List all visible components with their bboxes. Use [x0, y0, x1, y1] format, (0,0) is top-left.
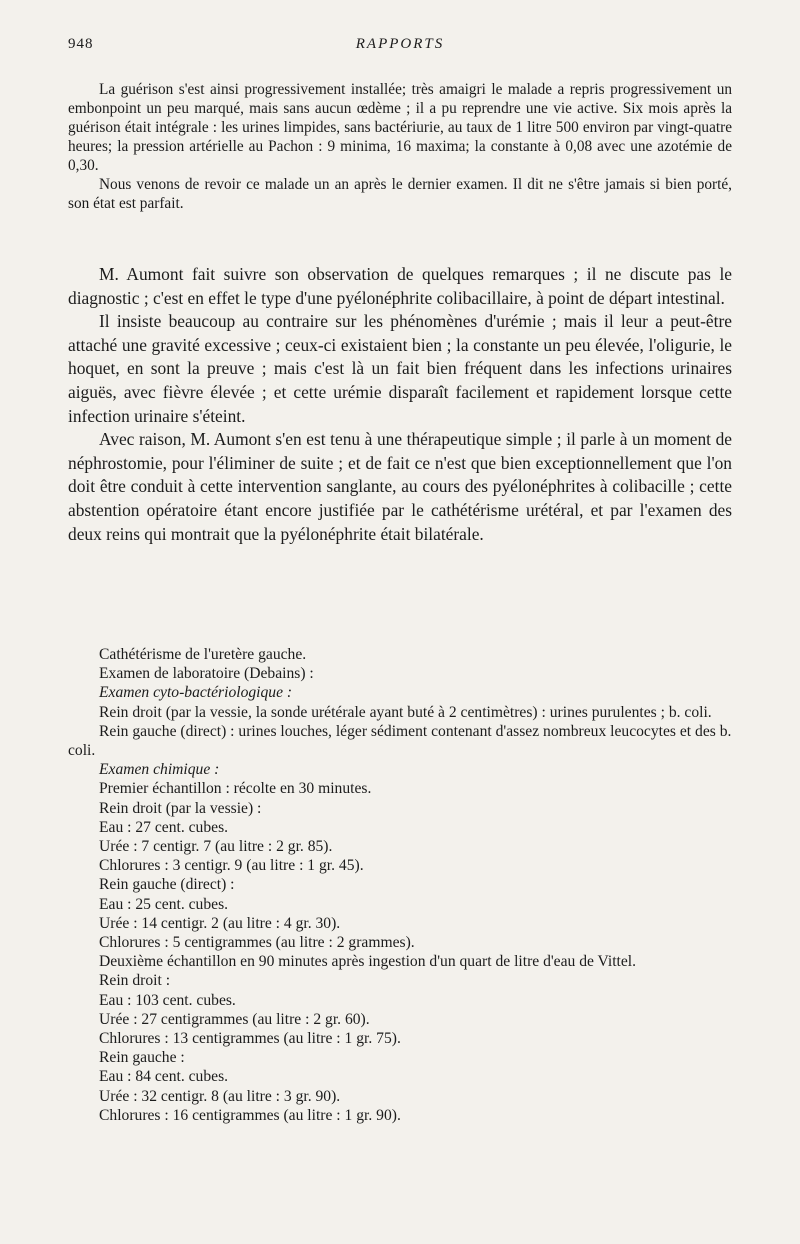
lab-line: Eau : 84 cent. cubes.	[99, 1068, 229, 1086]
lab-line: Rein gauche (direct) : urines louches, léger sédiment contenant d'assez nombreux leucocytes et des b. coli.	[68, 722, 732, 760]
lab-line: Urée : 14 centigr. 2 (au litre : 4 gr. 30).	[99, 914, 341, 932]
running-title: RAPPORTS	[355, 36, 445, 52]
lab-line: Eau : 27 cent. cubes.	[99, 818, 229, 836]
lab-line: Eau : 103 cent. cubes.	[99, 991, 236, 1009]
page-header	[68, 36, 732, 58]
lab-line: Rein gauche (direct) :	[99, 876, 235, 894]
paragraph: Nous venons de revoir ce malade un an après le dernier examen. Il dit ne s'être jamais si bien porté, son état est parfait.	[68, 176, 732, 212]
commentary	[68, 263, 732, 546]
lab-line: Rein droit (par la vessie, la sonde urétérale ayant buté à 2 centimètres) : urines purulentes ; b. coli.	[99, 703, 712, 721]
lab-line: Urée : 27 centigrammes (au litre : 2 gr. 60).	[99, 1010, 370, 1028]
lab-line: Chlorures : 3 centigr. 9 (au litre : 1 gr. 45).	[99, 857, 364, 875]
observation-conclusion	[68, 80, 732, 213]
lab-line: Cathétérisme de l'uretère gauche.	[99, 646, 307, 663]
lab-line: Rein droit (par la vessie) :	[99, 799, 262, 817]
lab-line: Chlorures : 5 centigrammes (au litre : 2 grammes).	[99, 934, 415, 952]
paragraph: La guérison s'est ainsi progressivement installée; très amaigri le malade a repris progressivement un embonpoint un peu marqué, mais sans aucun œdème ; il a pu reprendre une vie active. Six mois après la guérison était intégrale : les urines limpides, sans bactériurie, au taux de 1 litre 500 environ par vingt-quatre heures; la pression artérielle au Pachon : 9 minima, 16 maxima; la constante à 0,08 avec une azotémie de 0,30.	[68, 81, 732, 174]
lab-line: Eau : 25 cent. cubes.	[99, 895, 229, 913]
lab-line: Examen de laboratoire (Debains) :	[99, 665, 314, 683]
paragraph: Il insiste beaucoup au contraire sur les phénomènes d'urémie ; mais il leur a peut-être attaché une gravité excessive ; ceux-ci existaient bien ; la constante un peu élevée, l'oligurie, le hoquet, en sont la preuve ; mais c'est là un fait bien fréquent dans les infections urinaires aiguës, avec fièvre élevée ; et cette urémie disparaît facilement et rapidement lorsque cette infection urinaire s'éteint.	[68, 311, 732, 426]
paragraph: Avec raison, M. Aumont s'en est tenu à une thérapeutique simple ; il parle à un moment de néphrostomie, pour l'éliminer de suite ; et de fait ce n'est que bien exceptionnellement que l'on doit être conduit à cette intervention sanglante, au cours des pyélonéphrites à colibacille ; cette abstention opératoire étant encore justifiée par le cathétérisme urétéral, et par l'examen des deux reins qui montrait que la pyélonéphrite était bilatérale.	[68, 429, 732, 544]
lab-line: Urée : 7 centigr. 7 (au litre : 2 gr. 85).	[99, 838, 333, 856]
lab-line: Urée : 32 centigr. 8 (au litre : 3 gr. 90).	[99, 1087, 341, 1105]
lab-line: Chlorures : 13 centigrammes (au litre : 1 gr. 75).	[99, 1030, 401, 1048]
page-number: 948	[68, 36, 94, 52]
lab-line: Examen cyto-bactériologique :	[99, 684, 293, 702]
laboratory-results	[68, 645, 732, 1125]
lab-line: Rein gauche :	[99, 1049, 185, 1067]
lab-line: Rein droit :	[99, 972, 171, 990]
lab-line: Chlorures : 16 centigrammes (au litre : 1 gr. 90).	[99, 1106, 401, 1124]
lab-line: Deuxième échantillon en 90 minutes après ingestion d'un quart de litre d'eau de Vittel.	[99, 953, 637, 971]
lab-line: Premier échantillon : récolte en 30 minutes.	[99, 780, 372, 798]
paragraph: M. Aumont fait suivre son observation de quelques remarques ; il ne discute pas le diagnostic ; c'est en effet le type d'une pyélonéphrite colibacillaire, à point de départ intestinal.	[68, 264, 732, 308]
lab-line: Examen chimique :	[99, 761, 220, 779]
